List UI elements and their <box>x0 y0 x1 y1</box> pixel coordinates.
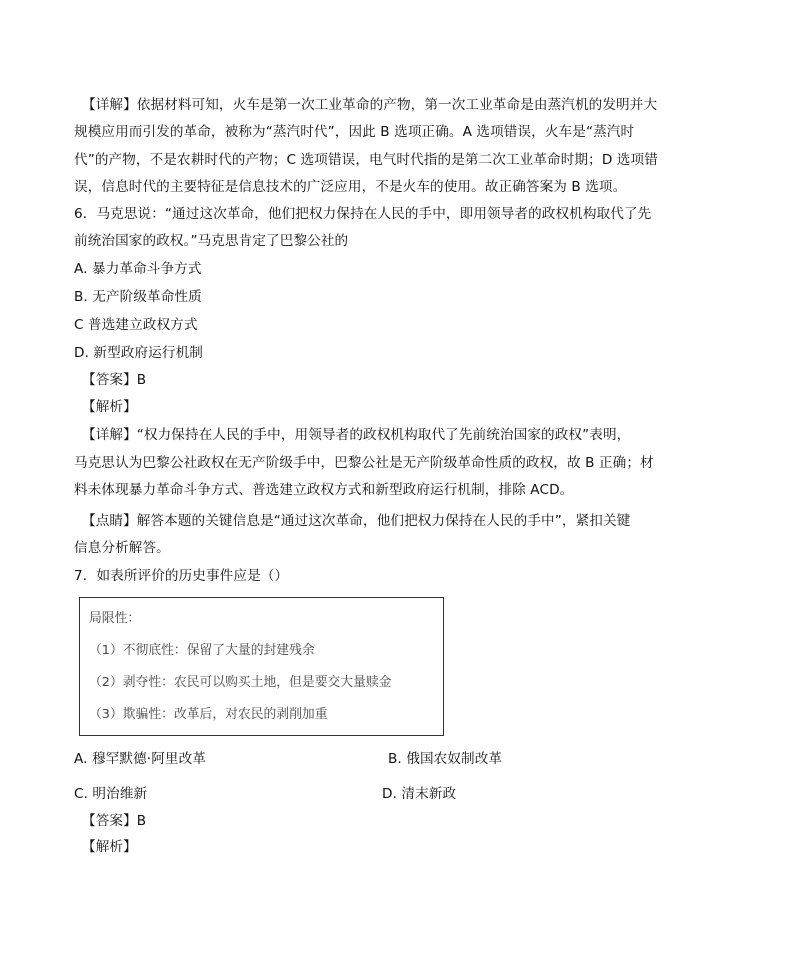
q6-point-line-1: 【点睛】解答本题的关键信息是“通过这次革命，他们把权力保持在人民的手中”，紧扣关键 <box>82 513 631 529</box>
q6-option-c: C 普选建立政权方式 <box>74 317 198 333</box>
q6-stem-line-2: 前统治国家的政权。”马克思肯定了巴黎公社的 <box>74 233 349 249</box>
q5-detail-line-4: 误，信息时代的主要特征是信息技术的广泛应用，不是火车的使用。故正确答案为 B 选项。 <box>74 179 627 195</box>
q7-option-b: B. 俄国农奴制改革 <box>388 751 503 767</box>
q6-detail-line-1: 【详解】“权力保持在人民的手中，用领导者的政权机构取代了先前统治国家的政权”表明， <box>82 427 631 443</box>
q5-detail-line-2: 规模应用而引发的革命，被称为“蒸汽时代”，因此 B 选项正确。A 选项错误，火车是“蒸汽时 <box>74 124 635 140</box>
q6-stem-line-1: 6．马克思说：“通过这次革命，他们把权力保持在人民的手中，即用领导者的政权机构取代了先 <box>74 206 652 222</box>
q7-box-item-1: （1）不彻底性：保留了大量的封建残余 <box>89 643 315 658</box>
q6-option-a: A. 暴力革命斗争方式 <box>74 261 202 277</box>
q7-answer: 【答案】B <box>82 813 147 829</box>
q6-detail-line-3: 料未体现暴力革命斗争方式、普选建立政权方式和新型政府运行机制，排除 ACD。 <box>74 482 574 498</box>
q7-option-c: C. 明治维新 <box>74 786 148 802</box>
q7-box-title: 局限性： <box>89 611 141 626</box>
q7-box-item-2: （2）剥夺性：农民可以购买土地，但是要交大量赎金 <box>89 675 392 690</box>
q6-analysis-label: 【解析】 <box>82 399 137 415</box>
q7-option-a: A. 穆罕默德·阿里改革 <box>74 751 206 767</box>
q5-detail-line-1: 【详解】依据材料可知，火车是第一次工业革命的产物，第一次工业革命是由蒸汽机的发明并大 <box>82 97 658 113</box>
q6-detail-line-2: 马克思认为巴黎公社政权在无产阶级手中，巴黎公社是无产阶级革命性质的政权，故 B 正确；材 <box>74 455 654 471</box>
q5-detail-line-3: 代”的产物，不是农耕时代的产物；C 选项错误，电气时代指的是第二次工业革命时期；D 选项错 <box>74 152 658 168</box>
q6-point-line-2: 信息分析解答。 <box>74 540 170 556</box>
q6-answer: 【答案】B <box>82 372 147 388</box>
q7-option-d: D. 清末新政 <box>382 786 457 802</box>
q7-analysis-label: 【解析】 <box>82 839 137 855</box>
q7-box-item-3: （3）欺骗性：改革后，对农民的剥削加重 <box>89 707 328 722</box>
q6-option-b: B. 无产阶级革命性质 <box>74 289 202 305</box>
q7-stem: 7．如表所评价的历史事件应是（） <box>74 568 289 584</box>
q7-limitations-box <box>79 597 444 736</box>
q6-option-d: D. 新型政府运行机制 <box>74 345 203 361</box>
